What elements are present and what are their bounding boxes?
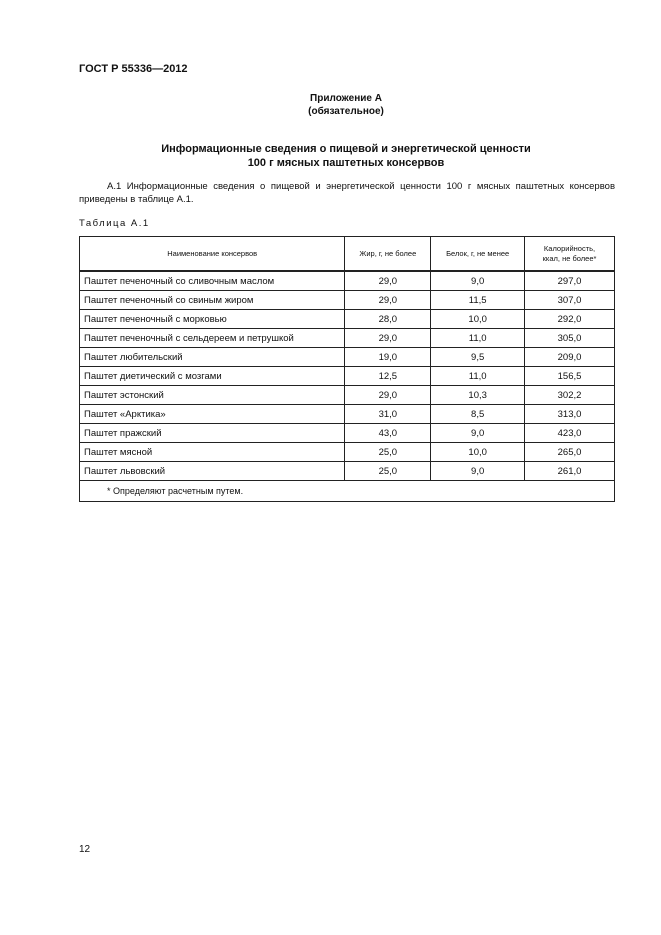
cell-calories: 297,0 [525, 271, 615, 291]
table-row [80, 462, 615, 481]
cell-protein: 8,5 [431, 405, 525, 424]
header-calories-line-2: ккал, не более* [542, 253, 597, 263]
table-row [80, 271, 615, 291]
header-protein: Белок, г, не менее [431, 237, 525, 272]
header-calories-line-1: Калорийность, [543, 243, 596, 253]
cell-protein: 9,0 [431, 424, 525, 443]
cell-name: Паштет печеночный с морковью [80, 310, 345, 329]
cell-name: Паштет печеночный с сельдереем и петрушкой [80, 329, 345, 348]
cell-name: Паштет эстонский [80, 386, 345, 405]
table-row [80, 348, 615, 367]
cell-protein: 11,5 [431, 291, 525, 310]
cell-calories: 307,0 [525, 291, 615, 310]
cell-protein: 9,5 [431, 348, 525, 367]
appendix-title: Приложение А [310, 93, 382, 104]
cell-name: Паштет «Арктика» [80, 405, 345, 424]
cell-fat: 29,0 [345, 271, 431, 291]
cell-fat: 12,5 [345, 367, 431, 386]
table-row [80, 405, 615, 424]
appendix-status: (обязательное) [308, 106, 384, 117]
cell-calories: 292,0 [525, 310, 615, 329]
table-row [80, 291, 615, 310]
table-caption: Таблица А.1 [79, 218, 150, 229]
cell-calories: 261,0 [525, 462, 615, 481]
cell-fat: 29,0 [345, 329, 431, 348]
table-header-row [80, 237, 615, 272]
table-row [80, 443, 615, 462]
cell-protein: 10,0 [431, 310, 525, 329]
page-number: 12 [79, 844, 91, 855]
header-fat: Жир, г, не более [345, 237, 431, 272]
cell-calories: 313,0 [525, 405, 615, 424]
header-calories [525, 237, 615, 272]
cell-name: Паштет львовский [80, 462, 345, 481]
cell-fat: 19,0 [345, 348, 431, 367]
table-row [80, 367, 615, 386]
nutrition-table [79, 236, 615, 502]
table-footnote: * Определяют расчетным путем. [80, 481, 615, 502]
cell-protein: 11,0 [431, 329, 525, 348]
cell-calories: 265,0 [525, 443, 615, 462]
cell-name: Паштет мясной [80, 443, 345, 462]
cell-calories: 156,5 [525, 367, 615, 386]
table-row [80, 386, 615, 405]
cell-fat: 25,0 [345, 443, 431, 462]
cell-name: Паштет любительский [80, 348, 345, 367]
table-row [80, 329, 615, 348]
cell-fat: 31,0 [345, 405, 431, 424]
cell-calories: 209,0 [525, 348, 615, 367]
table-row [80, 310, 615, 329]
cell-name: Паштет диетический с мозгами [80, 367, 345, 386]
cell-fat: 43,0 [345, 424, 431, 443]
cell-protein: 10,0 [431, 443, 525, 462]
cell-calories: 423,0 [525, 424, 615, 443]
cell-protein: 11,0 [431, 367, 525, 386]
cell-calories: 302,2 [525, 386, 615, 405]
cell-name: Паштет печеночный со свиным жиром [80, 291, 345, 310]
document-header: ГОСТ Р 55336—2012 [79, 63, 188, 75]
cell-name: Паштет печеночный со сливочным маслом [80, 271, 345, 291]
cell-protein: 9,0 [431, 271, 525, 291]
section-heading-line-2: 100 г мясных паштетных консервов [247, 157, 445, 169]
table-footnote-row [80, 481, 615, 502]
appendix-label [0, 92, 661, 118]
cell-fat: 28,0 [345, 310, 431, 329]
cell-protein: 10,3 [431, 386, 525, 405]
section-heading-line-1: Информационные сведения о пищевой и энергетической ценности [161, 143, 531, 155]
cell-fat: 29,0 [345, 291, 431, 310]
section-heading [0, 142, 661, 170]
table-row [80, 424, 615, 443]
cell-protein: 9,0 [431, 462, 525, 481]
header-name: Наименование консервов [80, 237, 345, 272]
cell-name: Паштет пражский [80, 424, 345, 443]
intro-paragraph: А.1 Информационные сведения о пищевой и энергетической ценности 100 г мясных паштетных консервов приведены в таблице А.1. [79, 181, 615, 205]
cell-fat: 25,0 [345, 462, 431, 481]
cell-fat: 29,0 [345, 386, 431, 405]
cell-calories: 305,0 [525, 329, 615, 348]
